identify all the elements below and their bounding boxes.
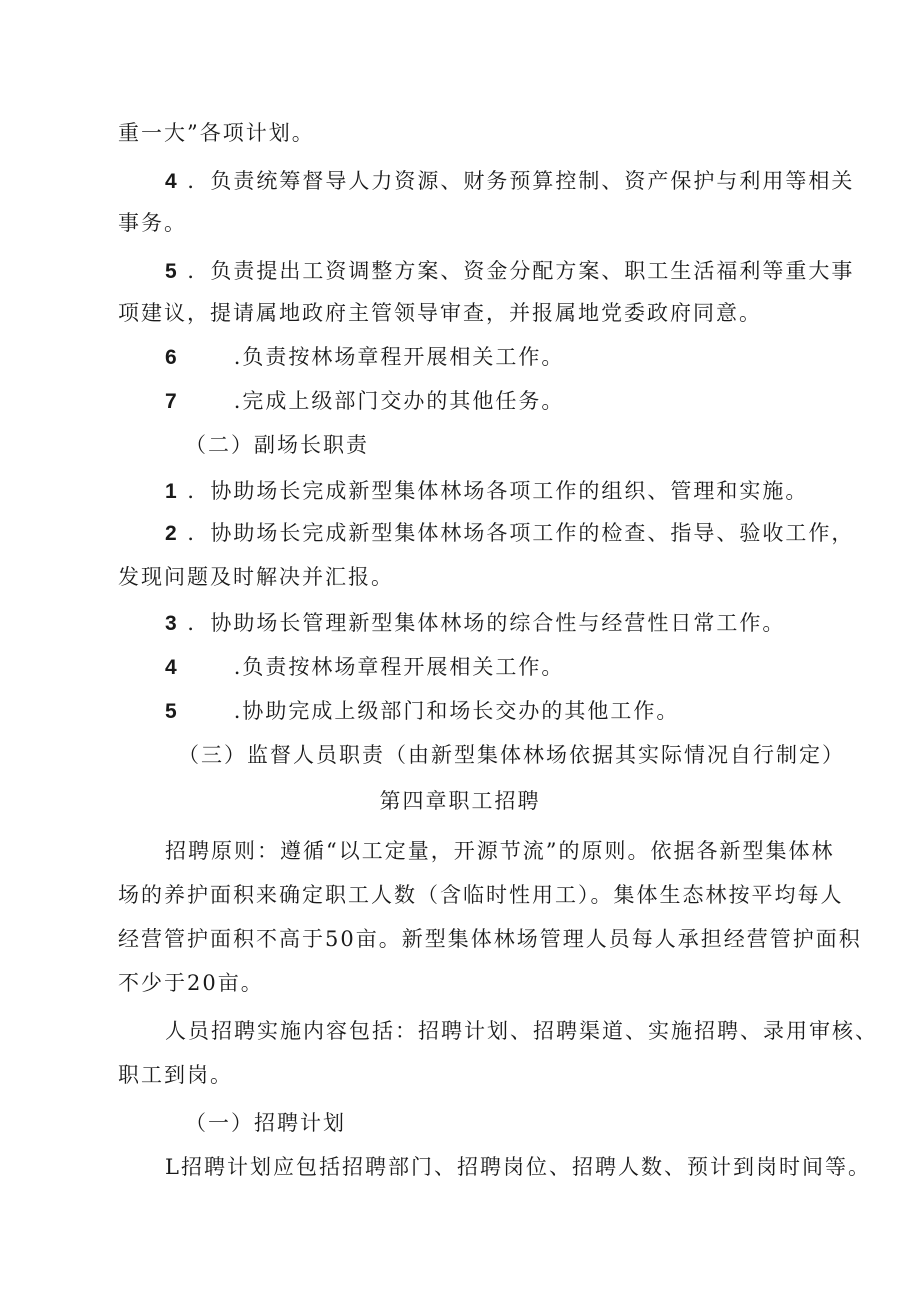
text: .负责按林场章程开展相关工作。	[233, 345, 565, 369]
text: ．负责提出工资调整方案、资金分配方案、职工生活福利等重大事	[187, 259, 855, 283]
paragraph-line	[118, 1060, 233, 1090]
item-number: 6	[165, 346, 179, 369]
list-item-7	[165, 386, 564, 417]
text: .完成上级部门交办的其他任务。	[233, 389, 565, 413]
chapter-title	[0, 786, 920, 816]
text: 场的养护面积来确定职工人数（含临时性用工）。集体生态林按平均每人	[118, 883, 844, 907]
paragraph-line	[118, 880, 844, 910]
text: 项建议，提请属地政府主管领导审查，并报属地党委政府同意。	[118, 301, 762, 325]
text: （二）副场长职责	[185, 433, 369, 457]
list-item-4	[165, 166, 854, 197]
item-number: 4	[165, 170, 179, 193]
text: ．协助场长完成新型集体林场各项工作的组织、管理和实施。	[187, 479, 809, 503]
text: 重一大”各项计划。	[118, 121, 315, 145]
item-number: 1	[165, 480, 179, 503]
paragraph-line	[165, 1152, 871, 1182]
item-number: 3	[165, 612, 179, 635]
list-item-1	[165, 476, 808, 507]
section-heading	[185, 430, 369, 460]
text: ．协助场长完成新型集体林场各项工作的检查、指导、验收工作，	[187, 521, 855, 545]
section-heading	[178, 740, 845, 770]
item-number: 7	[165, 390, 179, 413]
subsection-heading	[185, 1108, 346, 1138]
text: ．负责统筹督导人力资源、财务预算控制、资产保护与利用等相关	[187, 169, 855, 193]
item-number: 4	[165, 656, 179, 679]
list-item-6	[165, 342, 564, 373]
text: 人员招聘实施内容包括：招聘计划、招聘渠道、实施招聘、录用审核、	[165, 1019, 878, 1043]
list-item-4b	[165, 652, 564, 683]
list-item-5b	[165, 696, 679, 727]
list-item-2	[165, 518, 854, 549]
text: 第四章职工招聘	[379, 789, 541, 813]
paragraph-line	[118, 968, 264, 998]
text: 职工到岗。	[118, 1063, 233, 1087]
text: 事务。	[118, 211, 187, 235]
item-number: 5	[165, 700, 179, 723]
paragraph-line	[118, 208, 187, 238]
paragraph-line	[165, 1016, 878, 1046]
list-item-3	[165, 608, 785, 639]
text: （三）监督人员职责（由新型集体林场依据其实际情况自行制定）	[178, 743, 845, 767]
text: 不少于20亩。	[118, 971, 264, 995]
paragraph-line	[118, 562, 394, 592]
text: 发现问题及时解决并汇报。	[118, 565, 394, 589]
list-item-5	[165, 256, 854, 287]
item-number: 2	[165, 522, 179, 545]
text: （一）招聘计划	[185, 1111, 346, 1135]
text: .协助完成上级部门和场长交办的其他工作。	[233, 699, 680, 723]
item-number: 5	[165, 260, 179, 283]
text: 招聘原则：遵循“以工定量，开源节流”的原则。依据各新型集体林	[165, 839, 835, 863]
paragraph-line	[118, 298, 762, 328]
text: ．协助场长管理新型集体林场的综合性与经营性日常工作。	[187, 611, 786, 635]
paragraph-line	[165, 836, 834, 866]
text: .负责按林场章程开展相关工作。	[233, 655, 565, 679]
paragraph-line	[118, 924, 862, 954]
text: L招聘计划应包括招聘部门、招聘岗位、招聘人数、预计到岗时间等。	[165, 1155, 871, 1179]
paragraph-line	[118, 118, 315, 148]
text: 经营管护面积不高于50亩。新型集体林场管理人员每人承担经营管护面积	[118, 927, 862, 951]
